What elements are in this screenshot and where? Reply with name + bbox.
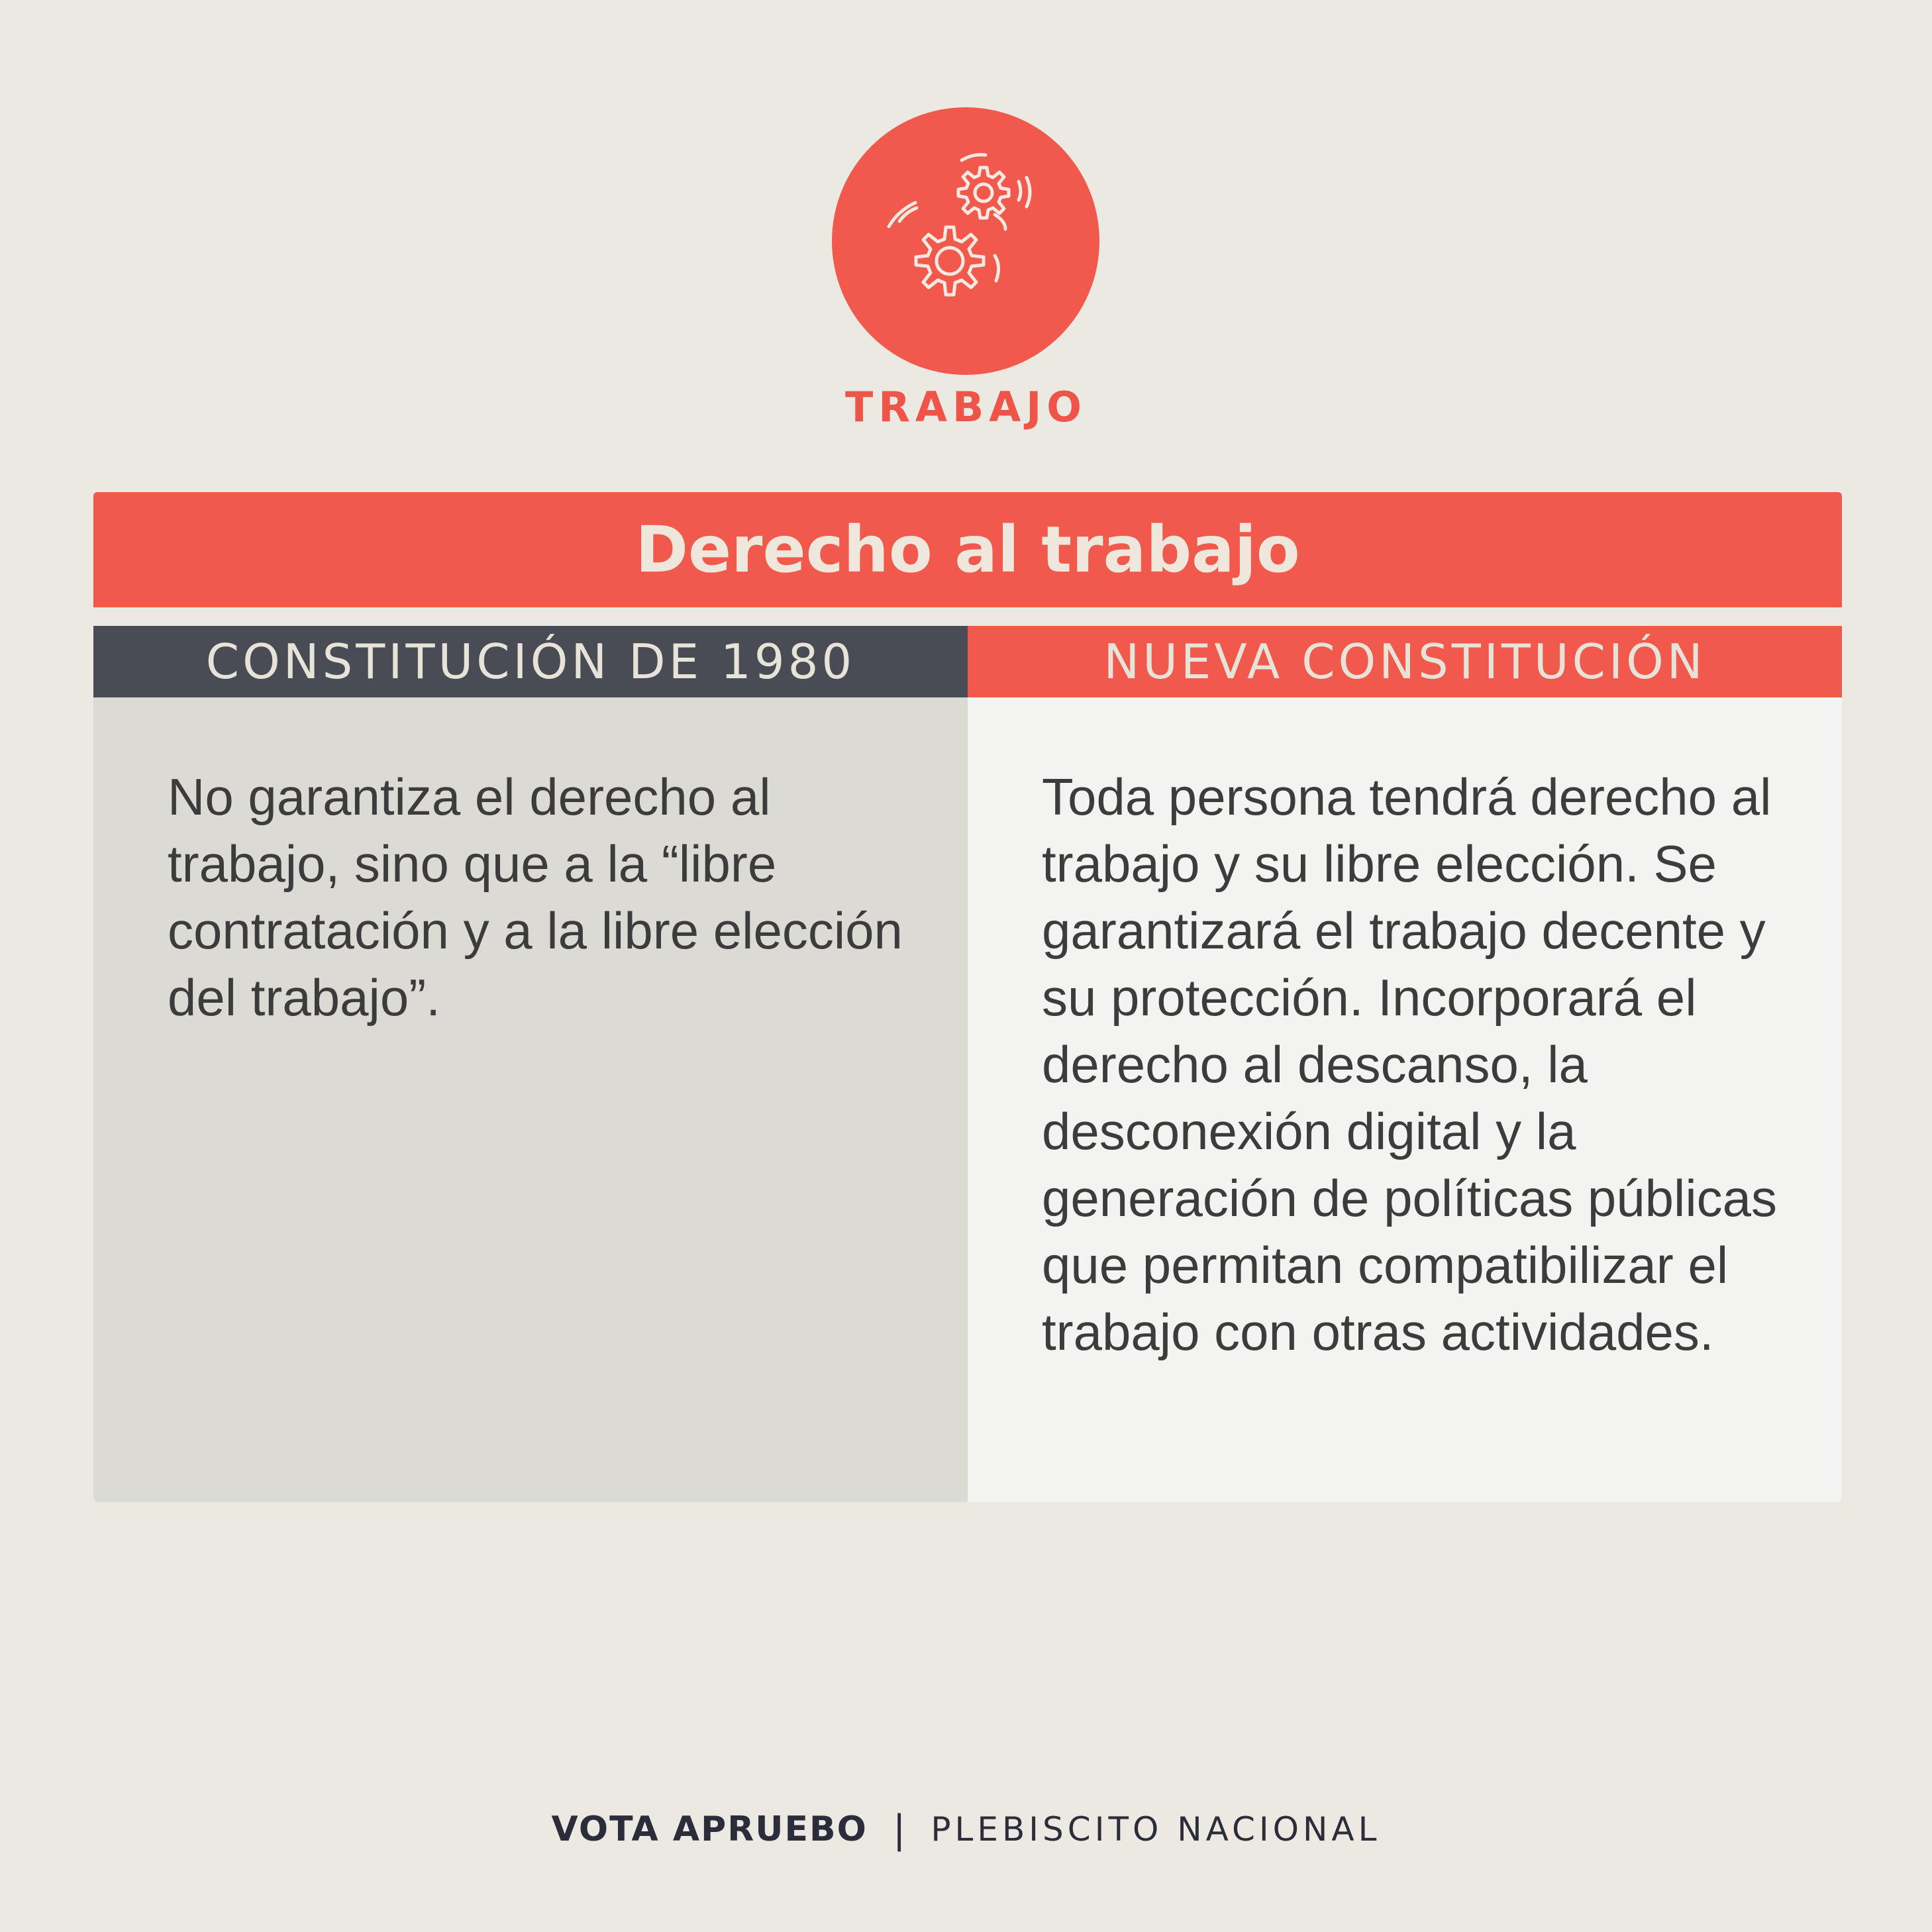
column-header-constitution-1980: CONSTITUCIÓN DE 1980 (93, 626, 968, 697)
column-body-new-constitution (968, 697, 1842, 1502)
new-constitution-text: Toda persona tendrá derecho al trabajo y su libre elección. Se garantizará el trabajo decente y su protección. Incorporará el derecho al descanso, la desconexión digital y la generación de políticas públicas que permitan compatibilizar el trabajo con otras actividades. (1042, 768, 1778, 1361)
footer-tagline: PLEBISCITO NACIONAL (931, 1810, 1381, 1849)
gears-icon (832, 107, 1099, 375)
column-header-new-constitution: NUEVA CONSTITUCIÓN (968, 626, 1842, 697)
topic-title: Derecho al trabajo (635, 513, 1300, 587)
column-body-constitution-1980 (93, 697, 968, 1502)
footer-separator: | (892, 1807, 906, 1852)
category-label: TRABAJO (844, 383, 1088, 431)
footer-brand: VOTA APRUEBO (551, 1809, 868, 1849)
constitution-1980-text: No garantiza el derecho al trabajo, sino que a la “libre contratación y a la libre elección del trabajo”. (168, 768, 903, 1027)
footer (0, 1807, 1932, 1852)
topic-title-bar (93, 492, 1842, 607)
category-icon-badge (832, 107, 1099, 375)
